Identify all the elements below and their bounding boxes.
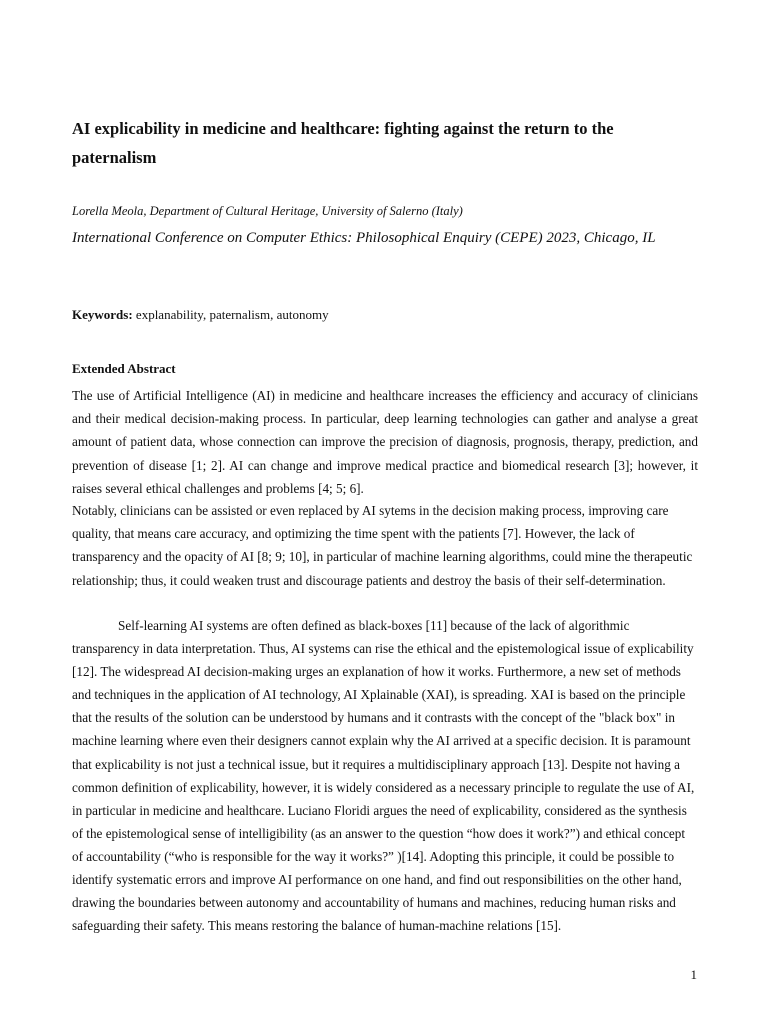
keywords-line [72,306,329,324]
author-affiliation: Lorella Meola, Department of Cultural Heritage, University of Salerno (Italy) [72,204,463,218]
page-number: 1 [690,967,697,982]
abstract-paragraph-1: The use of Artificial Intelligence (AI) in medicine and healthcare increases the efficiency and accuracy of clinicians and their medical decision-making process. In particular, deep learning technologies can gather and analyse a great amount of patient data, whose connection can improve the precision of diagnosis, prognosis, therapy, prediction, and prevention of disease [1; 2]. AI can change and improve medical practice and biomedical research [3]; however, it raises several ethical challenges and problems [4; 5; 6]. [72,388,698,496]
keywords-label: Keywords: [72,307,133,322]
abstract-paragraph-2: Notably, clinicians can be assisted or even replaced by AI sytems in the decision making process, improving care quality, that means care accuracy, and optimizing the time spent with the patients [7]. However, the lack of transparency and the opacity of AI [8; 9; 10], in particular of machine learning algorithms, could mine the therapeutic relationship; thus, it could weaken trust and discourage patients and destroy the basis of their self-determination. [72,503,693,588]
keywords-text: explanability, paternalism, autonomy [132,307,329,322]
paper-title: AI explicability in medicine and healthcare: fighting against the return to the paternalism [72,119,614,167]
abstract-paragraph-3: Self-learning AI systems are often defined as black-boxes [11] because of the lack of algorithmic transparency in data interpretation. Thus, AI systems can rise the ethical and the epistemological issue of explicability [12]. The widespread AI decision-making urges an explanation of how it works. Furthermore, a new set of methods and techniques in the application of AI technology, AI Xplainable (XAI), is spreading. XAI is based on the principle that the results of the solution can be understood by humans and it contrasts with the concept of the "black box" in machine learning where even their designers cannot explain why the AI arrived at a specific decision. It is paramount that explicability is not just a technical issue, but it requires a multidisciplinary approach [13]. Despite not having a common definition of explicability, however, it is widely considered as a necessary principle to regulate the use of AI, in particular in medicine and healthcare. Luciano Floridi argues the need of explicability, considered as the synthesis of the epistemological sense of intelligibility (as an answer to the question “how does it work?”) and ethical concept of accountability (“who is responsible for the way it works?” )[14]. Adopting this principle, it could be possible to identify systematic errors and improve AI performance on one hand, and find out responsibilities on the other hand, drawing the boundaries between autonomy and accountability of humans and machines, reducing human risks and safeguarding their safety. This means restoring the balance of human-machine relations [15]. [72,618,695,934]
abstract-heading: Extended Abstract [72,361,176,376]
conference-info: International Conference on Computer Ethics: Philosophical Enquiry (CEPE) 2023, Chicago, IL [72,230,656,246]
